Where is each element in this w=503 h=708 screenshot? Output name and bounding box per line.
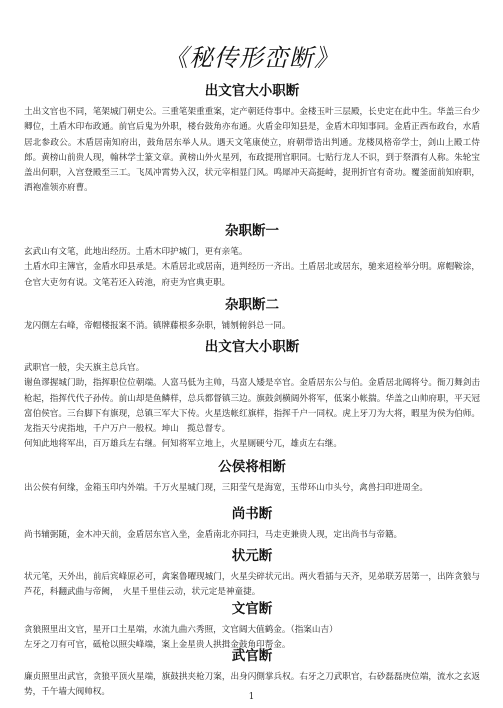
section-civil-officials — [24, 82, 480, 197]
section-body: 贪狼照里出文官，星开口土星端，水流九曲六秀照，文官阔大值鹤金。（指案山吉） 左牙之刀有可官，砥枪以照尖峰端，案上金星贵人拱揖金鼓角印帮金。 — [24, 625, 338, 651]
section-body: 土出文官也不同，笔架城门朝史公。三重笔架重重案，定产朝廷侍事中。金楼玉叶三层殿，长史定在此中生。华盖三台少卿位，土盾木印布政通。前官后鬼为外职，楼台鼓角亦布通。火盾金印知县是，金盾木印知事同。金盾正西布政台，水盾居北参政公。木盾居南知府出，鼓角居东举人从。遇天文笔康使立，府朝带诰出判通。龙楼凤格帝学士，剑山上殿工侍郎。黄榜山前贵人现，翰林学士篆文章。黄榜山外火星列，布政提刑官职同。七贴行龙人不识，到于祭酒有人称。朱轮宝盖出何职，入宫登殿至三工。飞凤冲霄势入汉，状元宰相显门风。鸣犀冲天高挺峙，捉刑折官有奇功。覆釜面前知府职，洒袍准领亦府曹。 — [24, 107, 480, 194]
section-heading: 状元断 — [231, 548, 273, 564]
section-body: 武职官一般，尖天旗主总兵官。 谢鱼谬握城门助，指挥职位位朝端。人富马低为主帅，马富人矮是卒官。金盾居东公与伯。金盾居北阔将兮。衙刀舞剑击枪起，指挥代代子孙传。前山却是鱼鳞样，总兵都督镇三边。旗鼓剑横阔外将军，低案小帐揣。华盖之山帅府职，平天冠富伯侯官。三台脚下有旗现，总镇三军大下传。火星迭帐红旗样，指挥千户一同权。虎上牙刀为大将，暇星为侯为伯师。龙指天兮虎指地，千户万户一般权。坤山 揽总督专。 何知此地将军出，百万雄兵左右继。何知将军立地上，火星厕硬兮兀，雄贞左右继。 — [24, 363, 480, 450]
section-body: 廉贞照里出武官，贪狼平顶火星端，旗鼓拱夹枪刀案，出身闪側掌兵权。右牙之刀武职官，右砂磊磊庚位端，流水之玄返势，千午墙大阀帅权。 — [24, 672, 480, 698]
section-top-scholar — [24, 547, 480, 601]
section-heading: 公侯将相断 — [218, 459, 286, 475]
document-title: 《秘传形峦断》 — [164, 44, 339, 72]
section-heading: 武官断 — [231, 648, 273, 664]
section-nobles-ministers — [24, 458, 480, 496]
section-misc-posts-1 — [24, 222, 480, 291]
section-misc-posts-2 — [24, 296, 480, 334]
section-ministers — [24, 505, 480, 543]
section-body: 尚书辅弼随，金木冲天前，金盾居东官入坐，金盾南北亦同扫，马走吏兼贵人现，定出尚书与帝籍。 — [24, 530, 403, 540]
section-civil-official — [24, 600, 480, 654]
section-body: 玄武山有文笔，此地出经历。土盾木印护城门，更有亲笔。 土盾水印主簿官，金盾水印县承是。木盾居北或居南，逍判经历一齐出。土盾居北或居东，驰来迢检举分明。席帽鞍涂，仓官大吏勿有说。文笔若还入砖池，府吏为官典吏职。 — [24, 247, 480, 288]
section-heading: 尚书断 — [231, 506, 273, 522]
section-military-officials — [24, 338, 480, 453]
section-heading: 出文官大小职断 — [204, 339, 300, 355]
section-heading: 出文官大小职断 — [204, 83, 300, 99]
page-number: 1 — [248, 692, 255, 702]
section-heading: 文官断 — [231, 601, 273, 617]
section-heading: 杂职断二 — [225, 297, 279, 313]
section-body: 龙闪側左右峰，帝帽楼报案不消。镇牌藤根多杂职，铺刎俯斜总一同。 — [24, 321, 291, 331]
section-body: 状元笔，天外出，前后宾峰原必可，禽案鲁曜现城门，火星尖碎状元出。两火看插与天齐，见弟联芳居第一，出阵贪狼与芦花，科翻武曲与帝阙， 火星千里佳云动，状元定是神童捷。 — [24, 572, 480, 598]
section-body: 出公侯有何缘，金箱玉印内外端。千万火星城门现，三阳莹气是海宽，玉带环山巾头兮，禽兽扫印进周全。 — [24, 483, 428, 493]
section-heading: 杂职断一 — [225, 223, 279, 239]
